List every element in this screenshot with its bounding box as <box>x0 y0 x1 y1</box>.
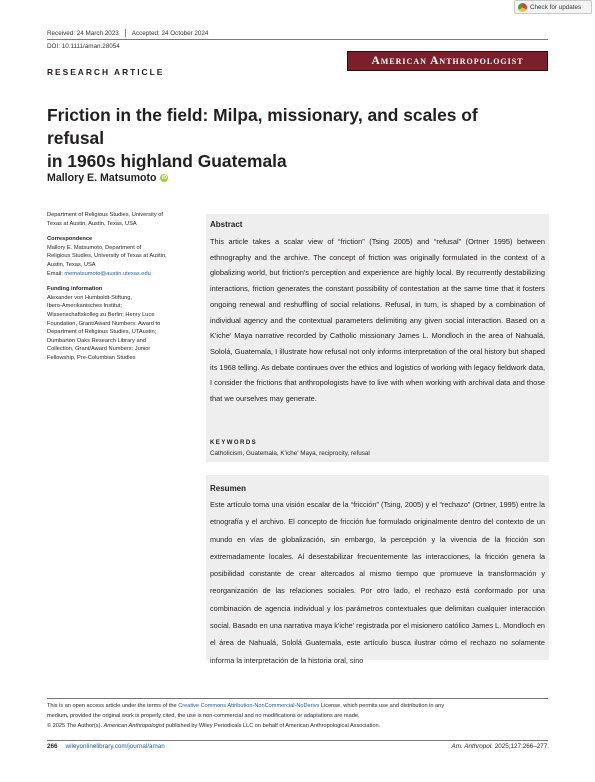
correspondence-line: Religious Studies, University of Texas at Austin, <box>47 253 167 260</box>
email-line <box>47 270 195 279</box>
date-separator <box>125 29 126 37</box>
citation-details: 2025;127:266–277. <box>492 743 549 750</box>
funding-heading: Funding information <box>47 286 103 293</box>
funding-line: Foundation, Grant/Award Numbers: Award to <box>47 320 161 327</box>
funding-line: Ibero-Amerikanisches Institut; <box>47 303 122 310</box>
doi: DOI: 10.1111/aman.28054 <box>47 43 120 50</box>
funding-info <box>47 294 195 363</box>
correspondence-heading: Correspondence <box>47 236 93 243</box>
license-text: This is an open access article under the terms of the <box>47 703 179 709</box>
citation <box>452 743 549 750</box>
journal-banner <box>347 51 548 71</box>
author <box>47 172 168 184</box>
journal-name: American Anthropologist <box>371 55 524 67</box>
abstract-text: This article takes a scalar view of “friction” (Tsing 2005) and “refusal” (Ortner 1995) between ethnography and the archive. The concept of friction was originally formulated in the context of a globalizing world, but friction's perception and experience are highly local. By recurrently destabilizing interactions, friction generates the constant possibility of contestation at the same time that it fosters ongoing renewal and reshuffling of social relations. Refusal, in turn, is shaped by a combination of individual agency and the contextual parameters delimiting any given social interaction. Based on a K'iche' Maya narrative recorded by Catholic missionary James L. Mondloch in the area of Nahualá, Sololá, Guatemala, I illustrate how refusal not only informs interpretation of the oral history but shaped its 1968 telling. As debate continues over the ethics and logistics of working with legacy fieldwork data, I consider the frictions that anthropologists have to live with when working with archival data and those that we ourselves may generate. <box>210 237 545 404</box>
title-line-1: Friction in the field: Milpa, missionary, and scales of refusal <box>47 105 478 148</box>
funding-line: Wissenschaftskolleg zu Berlin; Henry Luce <box>47 311 155 318</box>
funding-line: Collection, Grant/Award Numbers: Junior <box>47 346 151 353</box>
author-name[interactable]: Mallory E. Matsumoto <box>47 172 157 184</box>
affiliation-line: Texas at Austin, Austin, Texas, USA <box>47 220 137 227</box>
correspondence <box>47 244 195 278</box>
license-line-3 <box>47 722 550 732</box>
copyright-text: © 2025 The Author(s). <box>47 722 104 729</box>
article-dates <box>47 29 208 37</box>
funding-line: Dumbarton Oaks Research Library and <box>47 337 146 344</box>
keywords-text: Catholicism, Guatemala, K'iche' Maya, reciprocity, refusal <box>210 450 370 457</box>
license-rule <box>47 698 548 699</box>
keywords-heading: KEYWORDS <box>210 439 258 446</box>
page-number: 266 <box>47 743 58 750</box>
funding-line: Alexander von Humboldt-Stiftung, <box>47 294 133 301</box>
footer-rule <box>47 740 548 741</box>
email-link[interactable]: mematsumoto@austin.utexas.edu <box>64 270 151 277</box>
affiliation <box>47 211 195 228</box>
correspondence-line: Mallory E. Matsumoto, Department of <box>47 244 142 251</box>
check-updates-icon <box>518 3 527 12</box>
section-label: RESEARCH ARTICLE <box>47 67 165 77</box>
correspondence-line: Austin, Texas, USA <box>47 261 96 268</box>
license-notice <box>47 702 550 731</box>
copyright-text: published by Wiley Periodicals LLC on behalf of American Anthropological Association. <box>164 722 381 729</box>
check-updates-label: Check for updates <box>530 3 582 11</box>
accepted-date: Accepted: 24 October 2024 <box>131 29 209 37</box>
check-for-updates-button[interactable] <box>514 0 592 14</box>
funding-line: Fellowship, Pre-Columbian Studies <box>47 354 136 361</box>
abstract-heading: Abstract <box>210 220 243 229</box>
affiliation-line: Department of Religious Studies, University of <box>47 212 164 218</box>
license-text: License, which permits use and distribution in any <box>319 703 445 709</box>
resumen-heading: Resumen <box>210 484 247 493</box>
resumen-text: Este artículo toma una visión escalar de la “fricción” (Tsing, 2005) y el “rechazo” (Ortner, 1995) entre la etnografía y el archivo. El concepto de fricción fue formulado originalmente dentro del contexto de un mundo en vías de globalización, sin embargo, la percepción y la vivencia de la fricción son extremadamente locales. Al desestabilizar frecuentemente las interacciones, la fricción genera la posibilidad constante de crear altercados al mismo tiempo que promueve la transformación y reorganización de las relaciones sociales. Por otro lado, el rechazo está conformado por una combinación de agencia individual y los parámetros contextuales que delimitan cualquier interacción social. Basado en una narrativa maya k'iche' registrada por el misionero católico James L. Mondloch en el área de Nahualá, Sololá Guatemala, este artículo busca ilustrar cómo el rechazo no solamente informa la interpretación de la historia oral, sino <box>210 500 545 665</box>
article-info-sidebar <box>47 211 195 363</box>
license-line-1 <box>47 702 550 712</box>
journal-url-link[interactable]: wileyonlinelibrary.com/journal/aman <box>65 743 165 750</box>
funding-line: Department of Religious Studies, UTAustin; <box>47 329 157 336</box>
title-line-2: in 1960s highland Guatemala <box>47 151 287 171</box>
orcid-icon[interactable]: iD <box>161 175 167 181</box>
email-label: Email: <box>47 270 65 277</box>
page-footer-left <box>47 743 165 750</box>
header-rule <box>47 39 548 40</box>
article-title <box>47 104 527 173</box>
citation-journal: Am. Anthropol. <box>451 743 493 750</box>
received-date: Received: 24 March 2023 <box>47 29 119 37</box>
license-link[interactable]: Creative Commons Attribution-NonCommercial-NoDerivs <box>178 703 320 709</box>
license-line-2: medium, provided the original work is properly cited, the use is non-commercial and no modifications or adaptations are made. <box>47 712 360 719</box>
copyright-journal: American Anthropologist <box>103 722 165 729</box>
